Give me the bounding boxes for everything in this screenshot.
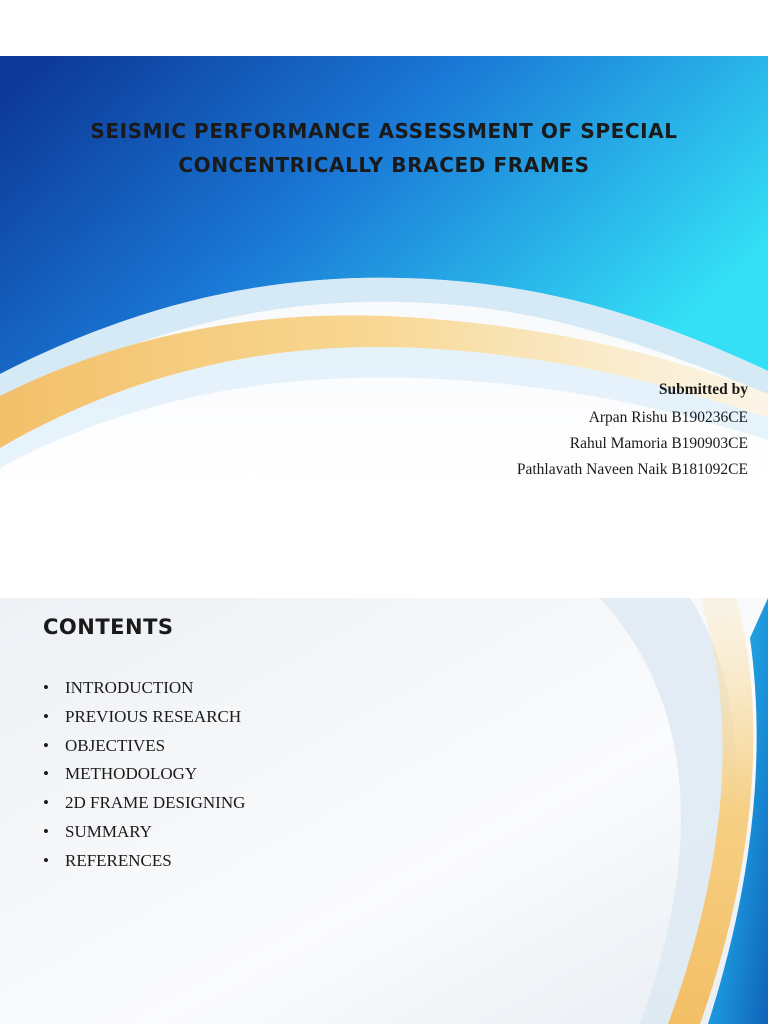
- author-line: Pathlavath Naveen Naik B181092CE: [516, 461, 748, 478]
- list-item-label: INTRODUCTION: [65, 678, 194, 697]
- list-item: [43, 847, 245, 876]
- list-item-label: REFERENCES: [65, 850, 172, 870]
- title-slide: [0, 56, 768, 488]
- list-item: [43, 674, 245, 703]
- list-item: [43, 703, 245, 732]
- bullet-icon: •: [43, 678, 49, 697]
- bullet-icon: •: [43, 821, 49, 841]
- bullet-icon: •: [43, 764, 49, 784]
- title-line: CONCENTRICALLY BRACED FRAMES: [178, 153, 590, 177]
- submitted-by-block: [517, 379, 748, 483]
- bullet-icon: •: [43, 793, 49, 813]
- author-line: Arpan Rishu B190236CE: [588, 409, 748, 426]
- list-item: [43, 789, 245, 818]
- bullet-icon: •: [43, 706, 49, 726]
- author-line: Rahul Mamoria B190903CE: [569, 435, 748, 452]
- bullet-icon: •: [43, 735, 49, 755]
- submitted-by-label: Submitted by: [658, 381, 748, 398]
- list-item-label: SUMMARY: [65, 821, 152, 841]
- contents-slide: [0, 598, 768, 1024]
- contents-heading: CONTENTS: [43, 615, 174, 639]
- list-item-label: PREVIOUS RESEARCH: [65, 706, 242, 726]
- list-item-label: 2D FRAME DESIGNING: [65, 793, 246, 813]
- list-item: [43, 760, 245, 789]
- list-item-label: METHODOLOGY: [65, 764, 198, 784]
- contents-list: [43, 674, 245, 876]
- presentation-title: [30, 114, 738, 182]
- list-item: [43, 818, 245, 847]
- list-item-label: OBJECTIVES: [65, 735, 166, 755]
- list-item: [43, 732, 245, 761]
- title-line: SEISMIC PERFORMANCE ASSESSMENT OF SPECIAL: [90, 119, 678, 143]
- bullet-icon: •: [43, 850, 49, 870]
